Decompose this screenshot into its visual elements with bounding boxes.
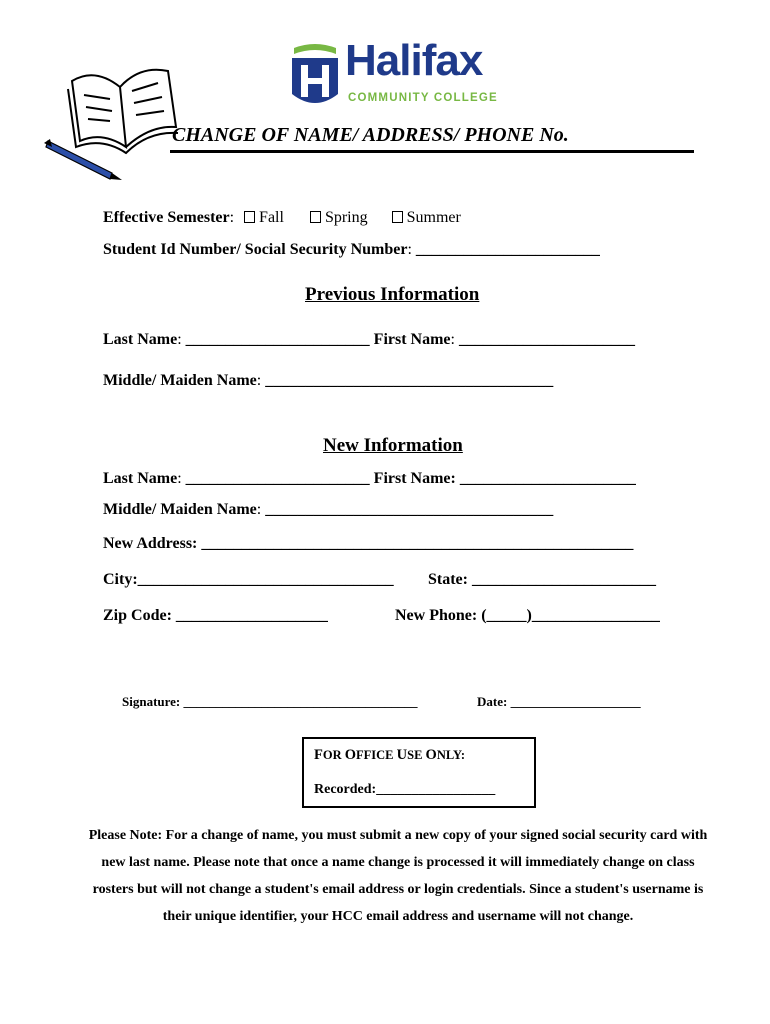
- signature-field[interactable]: Signature: ____________________________________: [122, 694, 418, 709]
- college-logo: [290, 36, 520, 110]
- new-last-name-field[interactable]: _______________________: [185, 470, 370, 487]
- state-field[interactable]: State: _______________________: [428, 571, 656, 588]
- new-middle-name-field[interactable]: ____________________________________: [265, 501, 554, 518]
- prev-middle-name-label: Middle/ Maiden Name: [103, 372, 257, 389]
- spring-option-label: Spring: [324, 209, 368, 226]
- new-first-name-field[interactable]: ______________________: [459, 470, 636, 487]
- previous-name-row: Last Name: _______________________ First Name: ______________________: [103, 331, 635, 348]
- city-field[interactable]: City:________________________________: [103, 571, 394, 588]
- title-divider: [170, 150, 694, 153]
- student-id-field[interactable]: _______________________: [415, 241, 600, 258]
- new-phone-row: [395, 607, 660, 625]
- student-id-row: Student Id Number/ Social Security Number: _______________________: [103, 241, 600, 258]
- prev-last-name-field[interactable]: _______________________: [185, 331, 370, 348]
- new-info-heading: New Information: [323, 435, 463, 456]
- fall-checkbox[interactable]: [244, 211, 255, 223]
- new-middle-name-label: Middle/ Maiden Name: [103, 501, 257, 518]
- recorded-field: Recorded:_________________: [314, 782, 496, 797]
- spring-checkbox[interactable]: [310, 211, 321, 223]
- new-phone-field[interactable]: (_____)________________: [481, 607, 660, 624]
- date-field[interactable]: Date: ____________________: [477, 694, 641, 709]
- new-phone-label: New Phone:: [395, 607, 478, 624]
- new-first-name-label: First Name:: [373, 470, 456, 487]
- office-use-box: [302, 737, 536, 808]
- fall-option-label: Fall: [259, 209, 284, 226]
- form-title: CHANGE OF NAME/ ADDRESS/ PHONE No.: [172, 124, 569, 146]
- prev-first-name-field[interactable]: ______________________: [458, 331, 635, 348]
- zip-code-field[interactable]: Zip Code: ___________________: [103, 607, 328, 624]
- logo-wordmark: Halifax: [345, 36, 483, 85]
- previous-middle-row: Middle/ Maiden Name: ____________________________________: [103, 372, 554, 389]
- summer-checkbox[interactable]: [392, 211, 403, 223]
- prev-last-name-label: Last Name: [103, 331, 178, 348]
- office-use-heading: FOR OFFICE USE ONLY:: [314, 747, 466, 763]
- shield-logo-icon: [290, 42, 340, 110]
- new-last-name-label: Last Name: [103, 470, 178, 487]
- previous-info-heading: Previous Information: [305, 284, 480, 305]
- prev-middle-name-field[interactable]: ____________________________________: [265, 372, 554, 389]
- effective-semester-row: Effective Semester: Fall Spring Summer: [103, 209, 461, 226]
- new-name-row: Last Name: _______________________ First Name: ______________________: [103, 470, 636, 487]
- new-address-field[interactable]: New Address: ______________________________________________________: [103, 535, 634, 552]
- new-middle-row: Middle/ Maiden Name: ____________________________________: [103, 501, 554, 518]
- please-note-paragraph: Please Note: For a change of name, you must submit a new copy of your signed social security card with new last name. Please note that once a name change is processed it will immediately change on class rosters but will not change a student's email address or login credentials. Since a student's username is their unique identifier, your HCC email address and username will not change.: [88, 828, 708, 924]
- prev-first-name-label: First Name: [373, 331, 451, 348]
- logo-subtitle: COMMUNITY COLLEGE: [348, 92, 498, 104]
- open-book-pen-icon: [40, 55, 180, 180]
- semester-label: Effective Semester: [103, 209, 230, 226]
- summer-option-label: Summer: [406, 209, 461, 226]
- student-id-label: Student Id Number/ Social Security Number: [103, 241, 408, 258]
